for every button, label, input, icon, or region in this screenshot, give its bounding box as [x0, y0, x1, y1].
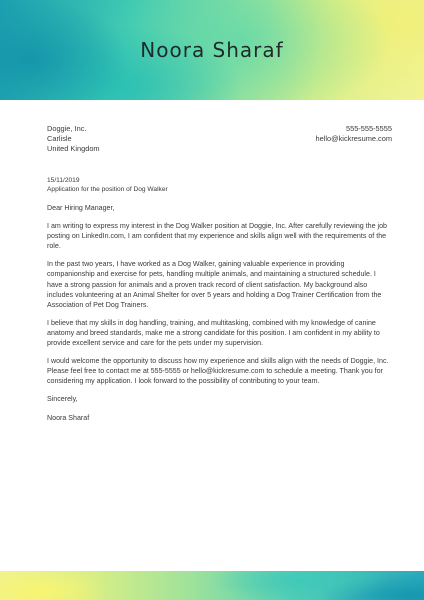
letter-date: 15/11/2019 [47, 177, 80, 184]
letter-closing: Sincerely, [47, 395, 78, 404]
contact-info [315, 124, 392, 144]
letter-paragraph: In the past two years, I have worked as a Dog Walker, gaining valuable experience in providing companionship and exercise for pets, handling multiple animals, and maintaining a structured schedule. I have a strong passion for animals and a proven track record of client satisfaction. My background also includes volunteering at an Animal Shelter for over 5 years and holding a Dog Trainer Certification from the Association of Pet Dog Trainers. [47, 260, 382, 309]
date-subject-block [47, 176, 168, 194]
letter-body [47, 203, 393, 431]
recipient-country: United Kingdom [47, 144, 100, 153]
header-banner [0, 0, 424, 100]
recipient-city: Carlisle [47, 134, 72, 143]
contact-phone: 555-555-5555 [345, 124, 392, 133]
letter-paragraph: I would welcome the opportunity to discuss how my experience and skills align with the needs of Doggie, Inc. Please feel free to contact me at 555-5555 or hello@kickresume.com to schedule a meeting. Thank you for considering my application. I look forward to the possibility of contributing to your team. [47, 357, 389, 386]
recipient-company: Doggie, Inc. [47, 124, 87, 133]
letter-subject: Application for the position of Dog Walker [47, 186, 168, 193]
footer-banner [0, 571, 424, 600]
contact-email: hello@kickresume.com [315, 134, 392, 143]
letter-paragraph: I believe that my skills in dog handling, training, and multitasking, combined with my knowledge of canine anatomy and breed standards, make me a strong candidate for this position. I am confident in my ability to provide excellent service and care for the pets under my supervision. [47, 318, 380, 348]
letter-paragraph: I am writing to express my interest in the Dog Walker position at Doggie, Inc. After carefully reviewing the job posting on LinkedIn.com, I am confident that my experience and skills align well with the requirements of the role. [47, 222, 387, 251]
letter-signature: Noora Sharaf [47, 413, 90, 422]
letter-greeting: Dear Hiring Manager, [47, 204, 115, 212]
recipient-address [47, 124, 100, 154]
header-name: Noora Sharaf [140, 38, 284, 62]
